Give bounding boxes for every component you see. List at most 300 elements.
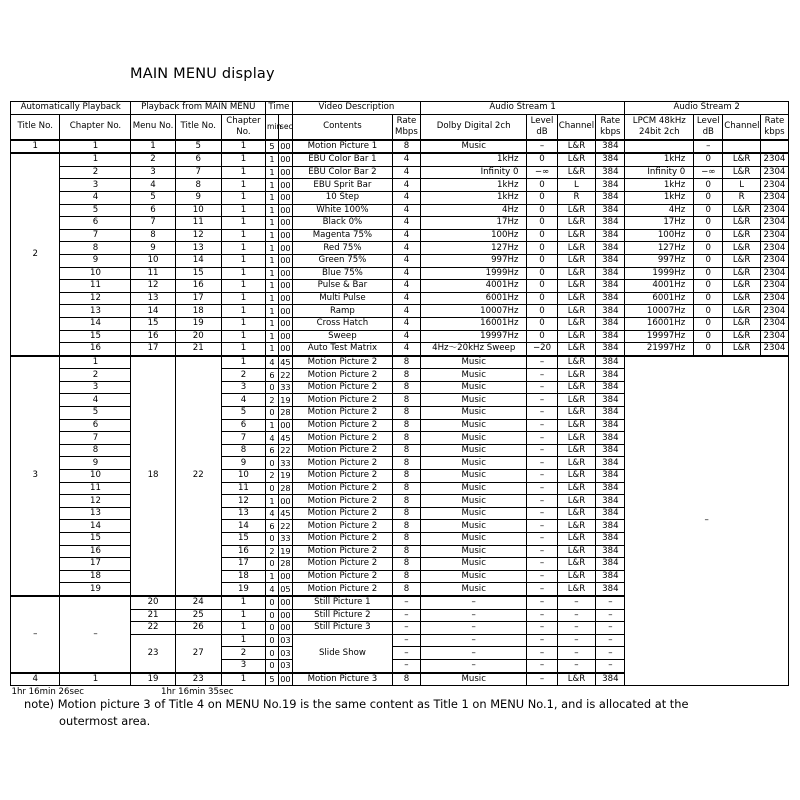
rate-mbps-cell: 4	[392, 179, 420, 192]
header-chapter-no-2: Chapter No.	[221, 114, 265, 140]
time-sec-cell: 00	[280, 330, 291, 341]
time-min-cell: 5	[266, 673, 279, 686]
channel-2-cell: L&R	[723, 242, 761, 255]
level-db-cell: –	[527, 457, 557, 470]
title-no-cell: 3	[11, 356, 60, 596]
dolby-cell: Music	[420, 482, 527, 495]
menu-chapter-no-cell: 8	[221, 444, 265, 457]
menu-title-no-cell: 25	[175, 609, 221, 622]
rate-mbps-cell: 4	[392, 280, 420, 293]
contents-cell: White 100%	[292, 204, 392, 217]
rate-mbps-cell: 4	[392, 166, 420, 179]
chapter-no-cell: 9	[60, 254, 131, 267]
menu-no-cell: 14	[131, 305, 175, 318]
menu-chapter-no-cell: 1	[221, 634, 265, 647]
rate-kbps-2-cell: 2304	[760, 217, 788, 230]
menu-title-no-cell: 26	[175, 622, 221, 635]
level-db-cell: 0	[527, 317, 557, 330]
chapter-no-cell: 14	[60, 317, 131, 330]
contents-cell: Motion Picture 2	[292, 356, 392, 369]
rate-kbps-2-cell: 2304	[760, 204, 788, 217]
contents-cell: Motion Picture 2	[292, 507, 392, 520]
rate-kbps-cell: 384	[596, 356, 625, 369]
menu-chapter-no-cell: 1	[221, 204, 265, 217]
menu-no-cell: 1	[131, 140, 175, 154]
menu-chapter-no-cell: 5	[221, 407, 265, 420]
time-min-cell: 1	[266, 254, 279, 267]
chapter-no-cell: 3	[60, 179, 131, 192]
channel-cell: L&R	[557, 305, 596, 318]
level-db-cell: –	[527, 533, 557, 546]
rate-kbps-cell: 384	[596, 533, 625, 546]
channel-cell: L&R	[557, 520, 596, 533]
channel-cell: L&R	[557, 330, 596, 343]
rate-mbps-cell: 8	[392, 495, 420, 508]
level-db-cell: 0	[527, 204, 557, 217]
dolby-cell: 10007Hz	[420, 305, 527, 318]
dolby-cell: Music	[420, 570, 527, 583]
time-sec-cell: 03	[280, 647, 291, 658]
time-min-cell: 0	[266, 609, 279, 622]
menu-title-no-cell: 9	[175, 191, 221, 204]
menu-title-no-cell: 21	[175, 343, 221, 356]
time-sec-cell: 19	[280, 545, 291, 556]
rate-mbps-cell: 8	[392, 507, 420, 520]
level-db-2-cell: 0	[694, 153, 723, 166]
chapter-no-cell: 1	[60, 673, 131, 686]
time-min-cell: 1	[266, 179, 279, 192]
menu-no-cell: 19	[131, 673, 175, 686]
dolby-cell: 127Hz	[420, 242, 527, 255]
level-db-2-cell: 0	[694, 280, 723, 293]
level-db-cell: –	[527, 558, 557, 571]
contents-cell: Motion Picture 2	[292, 432, 392, 445]
level-db-cell: –	[527, 634, 557, 647]
rate-kbps-cell: –	[596, 609, 625, 622]
menu-title-no-cell: 19	[175, 317, 221, 330]
time-min-cell: 1	[266, 229, 279, 242]
header-dolby-digital: Dolby Digital 2ch	[420, 114, 527, 140]
dolby-cell: 1999Hz	[420, 267, 527, 280]
time-sec-cell: 03	[278, 659, 292, 672]
time-sec-cell: 00	[280, 192, 291, 203]
rate-kbps-cell: 384	[596, 520, 625, 533]
rate-mbps-cell: 8	[392, 533, 420, 546]
table-row	[11, 179, 789, 192]
contents-cell: Red 75%	[292, 242, 392, 255]
dolby-cell: Music	[420, 507, 527, 520]
level-db-2-cell: 0	[694, 204, 723, 217]
menu-playback-total: 1hr 16min 35sec	[131, 686, 292, 699]
header-playback-main-menu: Playback from MAIN MENU	[131, 102, 266, 115]
channel-cell: L&R	[557, 507, 596, 520]
time-sec-cell: 00	[280, 217, 291, 228]
menu-title-no-cell: 11	[175, 217, 221, 230]
rate-kbps-2-cell: 2304	[760, 280, 788, 293]
menu-chapter-no-cell: 16	[221, 545, 265, 558]
rate-kbps-cell: 384	[596, 470, 625, 483]
rate-kbps-cell: 384	[596, 330, 625, 343]
chapter-no-cell: 13	[60, 507, 131, 520]
lpcm-cell: 10007Hz	[625, 305, 694, 318]
rate-kbps-2-cell: 2304	[760, 153, 788, 166]
channel-cell: –	[557, 659, 596, 672]
time-min-cell: 1	[266, 495, 279, 508]
time-min-cell: 0	[266, 622, 279, 635]
time-min-cell: 6	[266, 369, 279, 382]
dolby-cell: 19997Hz	[420, 330, 527, 343]
level-db-cell: 0	[527, 191, 557, 204]
channel-cell: L&R	[557, 419, 596, 432]
channel-cell: L&R	[557, 673, 596, 686]
chapter-no-cell: 6	[60, 419, 131, 432]
time-sec-cell: 28	[280, 407, 291, 418]
time-min-cell: 0	[266, 381, 279, 394]
time-min-cell: 0	[266, 533, 279, 546]
menu-no-cell: 11	[131, 267, 175, 280]
time-min-cell: 1	[266, 343, 279, 356]
chapter-no-cell: 17	[60, 558, 131, 571]
level-db-cell: –	[527, 444, 557, 457]
level-db-2-cell: 0	[694, 217, 723, 230]
menu-chapter-no-cell: 1	[221, 673, 265, 686]
header-audio-stream-2: Audio Stream 2	[625, 102, 789, 115]
rate-mbps-cell: –	[392, 596, 420, 609]
channel-cell: L	[557, 179, 596, 192]
level-db-2-cell: 0	[694, 267, 723, 280]
rate-kbps-cell: 384	[596, 673, 625, 686]
time-sec-cell: 33	[280, 382, 291, 393]
contents-cell: Pulse & Bar	[292, 280, 392, 293]
rate-kbps-2-cell: 2304	[760, 343, 788, 356]
rate-kbps-cell: 384	[596, 292, 625, 305]
time-sec-cell: 28	[280, 482, 291, 493]
time-min-cell: 0	[266, 596, 279, 609]
level-db-2-cell: 0	[694, 229, 723, 242]
menu-chapter-no-cell: 1	[221, 292, 265, 305]
contents-cell: EBU Sprit Bar	[292, 179, 392, 192]
menu-chapter-no-cell: 11	[221, 482, 265, 495]
time-sec-cell: 00	[280, 154, 291, 165]
level-db-2-cell: 0	[694, 254, 723, 267]
lpcm-cell: 127Hz	[625, 242, 694, 255]
time-sec-cell: 28	[280, 558, 291, 569]
audio-stream-2-empty-cell: –	[625, 356, 789, 686]
menu-chapter-no-cell: 7	[221, 432, 265, 445]
rate-mbps-cell: 8	[392, 356, 420, 369]
menu-chapter-no-cell: 1	[221, 596, 265, 609]
contents-cell: Motion Picture 1	[292, 140, 392, 154]
menu-no-cell: 18	[131, 356, 175, 596]
chapter-no-cell: 4	[60, 394, 131, 407]
time-sec-cell: 45	[280, 432, 291, 443]
time-sec-cell: 00	[280, 293, 291, 304]
dolby-cell: Infinity 0	[420, 166, 527, 179]
menu-chapter-no-cell: 14	[221, 520, 265, 533]
table-row	[11, 356, 789, 369]
time-sec-cell: 00	[280, 179, 291, 190]
dolby-cell: Music	[420, 533, 527, 546]
level-db-cell: –	[527, 394, 557, 407]
chapter-no-cell: 2	[60, 369, 131, 382]
rate-kbps-cell: 384	[596, 140, 625, 154]
menu-chapter-no-cell: 1	[221, 217, 265, 230]
level-db-cell: 0	[527, 153, 557, 166]
time-min-cell: 5	[266, 140, 279, 154]
table-row	[11, 242, 789, 255]
table-row	[11, 204, 789, 217]
rate-mbps-cell: 8	[392, 432, 420, 445]
header-auto-playback: Automatically Playback	[11, 102, 131, 115]
lpcm-cell: 6001Hz	[625, 292, 694, 305]
contents-cell: Motion Picture 2	[292, 394, 392, 407]
level-db-cell: 0	[527, 267, 557, 280]
time-sec-cell: 00	[278, 140, 292, 154]
menu-title-no-cell: 12	[175, 229, 221, 242]
lpcm-cell: 4Hz	[625, 204, 694, 217]
level-db-2-cell: 0	[694, 317, 723, 330]
chapter-no-cell: 9	[60, 457, 131, 470]
menu-chapter-no-cell: 13	[221, 507, 265, 520]
rate-kbps-cell: 384	[596, 381, 625, 394]
rate-mbps-cell: 4	[392, 242, 420, 255]
dolby-cell: Music	[420, 356, 527, 369]
level-db-cell: –	[527, 659, 557, 672]
menu-chapter-no-cell: 1	[221, 267, 265, 280]
header-level-db: Level dB	[527, 114, 557, 140]
level-db-cell: –	[527, 419, 557, 432]
menu-chapter-no-cell: 2	[221, 647, 265, 660]
level-db-2-cell: 0	[694, 191, 723, 204]
dolby-cell: 4Hz	[420, 204, 527, 217]
dolby-cell: Music	[420, 495, 527, 508]
rate-kbps-2-cell: 2304	[760, 229, 788, 242]
rate-kbps-cell: 384	[596, 570, 625, 583]
menu-no-cell: 6	[131, 204, 175, 217]
time-min-cell: 1	[266, 153, 279, 166]
table-row	[11, 343, 789, 356]
time-sec-cell: 19	[280, 394, 291, 405]
rate-kbps-cell: 384	[596, 254, 625, 267]
chapter-no-cell: 1	[60, 140, 131, 154]
table-row	[11, 317, 789, 330]
header-audio-stream-1: Audio Stream 1	[420, 102, 624, 115]
menu-title-no-cell: 8	[175, 179, 221, 192]
level-db-cell: –	[527, 647, 557, 660]
channel-2-cell: L&R	[723, 343, 761, 356]
rate-kbps-2-cell: 2304	[760, 267, 788, 280]
rate-kbps-cell: 384	[596, 394, 625, 407]
header-time: Time	[266, 102, 293, 115]
menu-no-cell: 3	[131, 166, 175, 179]
header-rate-kbps-2: Rate kbps	[760, 114, 788, 140]
channel-cell: L&R	[557, 533, 596, 546]
time-min-cell: 6	[266, 444, 279, 457]
dolby-cell: Music	[420, 419, 527, 432]
time-min-cell: 1	[266, 419, 279, 432]
time-min-cell: 1	[266, 217, 279, 230]
time-min-cell: 1	[266, 305, 279, 318]
dolby-cell: 100Hz	[420, 229, 527, 242]
title-no-cell: 1	[11, 140, 60, 154]
rate-kbps-cell: 384	[596, 280, 625, 293]
time-sec-cell: 00	[280, 230, 291, 241]
level-db-cell: –	[527, 673, 557, 686]
channel-cell: L&R	[557, 381, 596, 394]
level-db-cell: 0	[527, 217, 557, 230]
rate-mbps-cell: 8	[392, 520, 420, 533]
chapter-no-cell: 18	[60, 570, 131, 583]
header-title-no-2: Title No.	[175, 114, 221, 140]
rate-kbps-cell: 384	[596, 495, 625, 508]
chapter-no-cell: 11	[60, 482, 131, 495]
channel-cell: L&R	[557, 545, 596, 558]
rate-mbps-cell: 4	[392, 153, 420, 166]
level-db-cell: –	[527, 520, 557, 533]
rate-mbps-cell: 8	[392, 369, 420, 382]
level-db-cell: –	[527, 495, 557, 508]
menu-chapter-no-cell: 6	[221, 419, 265, 432]
channel-cell: –	[557, 596, 596, 609]
time-sec-cell: 00	[280, 267, 291, 278]
header-video-description: Video Description	[292, 102, 420, 115]
contents-cell: EBU Color Bar 1	[292, 153, 392, 166]
time-min-cell: 0	[266, 558, 279, 571]
dolby-cell: Music	[420, 583, 527, 596]
time-min-cell: 4	[266, 356, 279, 369]
lpcm-cell: 1999Hz	[625, 267, 694, 280]
chapter-no-cell: 7	[60, 432, 131, 445]
menu-no-cell: 13	[131, 292, 175, 305]
lpcm-cell: 17Hz	[625, 217, 694, 230]
time-min-cell: 0	[266, 634, 279, 647]
channel-cell: L&R	[557, 583, 596, 596]
lpcm-cell: Infinity 0	[625, 166, 694, 179]
time-min-cell: 0	[266, 647, 279, 660]
footnote-line-1: note) Motion picture 3 of Title 4 on MENU No.19 is the same content as Title 1 on MENU No.1, and is allocated at the	[24, 697, 689, 711]
chapter-no-cell: 12	[60, 495, 131, 508]
chapter-no-cell: 15	[60, 533, 131, 546]
channel-2-cell: L&R	[723, 330, 761, 343]
channel-2-cell: L	[723, 179, 761, 192]
table-row	[11, 153, 789, 166]
lpcm-cell: 16001Hz	[625, 317, 694, 330]
header-menu-no: Menu No.	[131, 114, 175, 140]
rate-kbps-cell: 384	[596, 204, 625, 217]
chapter-no-cell: 1	[60, 356, 131, 369]
header-contents: Contents	[292, 114, 392, 140]
rate-kbps-cell: 384	[596, 217, 625, 230]
chapter-no-cell: 5	[60, 204, 131, 217]
time-sec-cell: 00	[280, 204, 291, 215]
level-db-2-cell: 0	[694, 292, 723, 305]
title-no-cell: 4	[11, 673, 60, 686]
time-min-cell: 0	[266, 457, 279, 470]
rate-mbps-cell: 8	[392, 140, 420, 154]
menu-title-no-cell: 15	[175, 267, 221, 280]
title-no-cell: –	[11, 596, 60, 673]
rate-kbps-cell: –	[596, 659, 625, 672]
rate-kbps-cell: 384	[596, 482, 625, 495]
menu-title-no-cell: 23	[175, 673, 221, 686]
lpcm-cell: 997Hz	[625, 254, 694, 267]
contents-cell: Auto Test Matrix	[292, 343, 392, 356]
time-sec-cell: 00	[280, 280, 291, 291]
header-rate-kbps: Rate kbps	[596, 114, 625, 140]
rate-kbps-2-cell: 2304	[760, 330, 788, 343]
level-db-cell: –	[527, 381, 557, 394]
chapter-no-cell: 16	[60, 343, 131, 356]
chapter-no-cell: 19	[60, 583, 131, 596]
dolby-cell: –	[420, 596, 527, 609]
channel-cell: L&R	[557, 254, 596, 267]
rate-mbps-cell: –	[392, 622, 420, 635]
channel-cell: L&R	[557, 242, 596, 255]
menu-chapter-no-cell: 2	[221, 369, 265, 382]
time-sec-cell: 22	[280, 445, 291, 456]
level-db-2-cell: 0	[694, 330, 723, 343]
time-min-cell: 4	[266, 583, 279, 596]
rate-mbps-cell: 8	[392, 558, 420, 571]
rate-kbps-2-cell: 2304	[760, 191, 788, 204]
lpcm-cell: 4001Hz	[625, 280, 694, 293]
rate-mbps-cell: –	[392, 659, 420, 672]
time-min-cell: 2	[266, 545, 279, 558]
contents-cell: Ramp	[292, 305, 392, 318]
menu-title-no-cell: 22	[175, 356, 221, 596]
rate-mbps-cell: 4	[392, 204, 420, 217]
channel-2-cell: L&R	[723, 280, 761, 293]
contents-cell: Blue 75%	[292, 267, 392, 280]
dolby-cell: –	[420, 622, 527, 635]
dolby-cell: 997Hz	[420, 254, 527, 267]
level-db-cell: −20	[527, 343, 557, 356]
contents-cell: Motion Picture 2	[292, 482, 392, 495]
dolby-cell: 16001Hz	[420, 317, 527, 330]
rate-kbps-cell: 384	[596, 444, 625, 457]
rate-kbps-cell: 384	[596, 407, 625, 420]
dolby-cell: –	[420, 659, 527, 672]
header-title-no: Title No.	[11, 114, 60, 140]
channel-cell: L&R	[557, 280, 596, 293]
dolby-cell: 1kHz	[420, 191, 527, 204]
time-sec-cell: 03	[280, 635, 291, 646]
menu-title-no-cell: 6	[175, 153, 221, 166]
time-min-cell: 1	[266, 280, 279, 293]
header-sec: sec	[278, 114, 292, 140]
rate-mbps-cell: 4	[392, 330, 420, 343]
menu-chapter-no-cell: 1	[221, 254, 265, 267]
chapter-no-cell: 14	[60, 520, 131, 533]
dolby-cell: 4Hz～20kHz Sweep	[420, 343, 527, 356]
rate-mbps-cell: 8	[392, 482, 420, 495]
channel-cell: L&R	[557, 457, 596, 470]
dolby-cell: 1kHz	[420, 153, 527, 166]
contents-cell: Magenta 75%	[292, 229, 392, 242]
rate-kbps-cell: 384	[596, 305, 625, 318]
contents-cell: Motion Picture 2	[292, 583, 392, 596]
channel-2-cell: L&R	[723, 229, 761, 242]
dolby-cell: Music	[420, 457, 527, 470]
level-db-cell: –	[527, 470, 557, 483]
rate-mbps-cell: 8	[392, 381, 420, 394]
rate-kbps-cell: 384	[596, 457, 625, 470]
channel-cell: –	[557, 634, 596, 647]
table-row	[11, 140, 789, 154]
level-db-cell: 0	[527, 179, 557, 192]
time-sec-cell: 00	[280, 419, 291, 430]
time-sec-cell: 00	[280, 495, 291, 506]
